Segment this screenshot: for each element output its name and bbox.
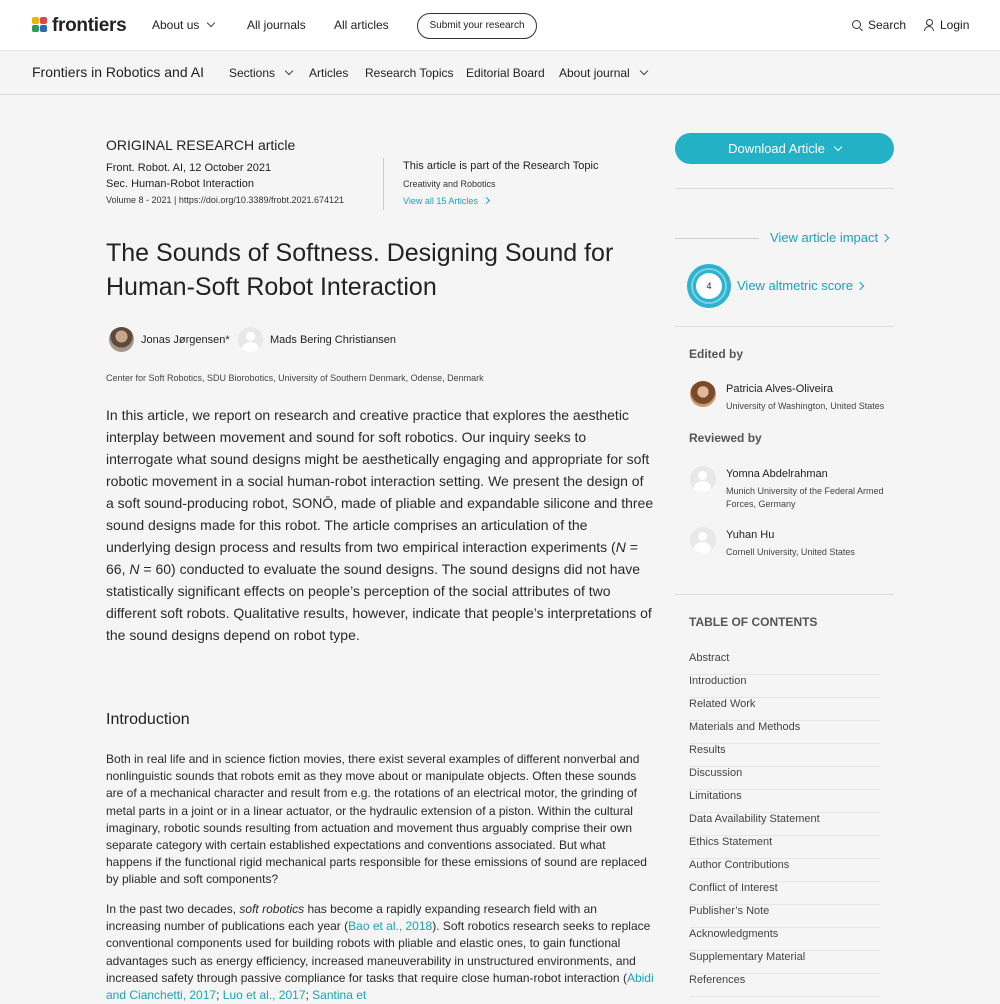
toc-item-conflict[interactable]: Conflict of Interest	[689, 882, 880, 905]
view-all-articles-link[interactable]	[403, 196, 489, 206]
citation-link[interactable]: Abidi and Cianchetti, 2017	[106, 970, 654, 1003]
chevron-right-icon	[856, 282, 864, 290]
search-label: Search	[868, 18, 907, 32]
search-icon	[852, 20, 861, 29]
frontiers-logo[interactable]	[32, 15, 126, 37]
submit-research-button[interactable]: Submit your research	[417, 13, 537, 39]
chevron-right-icon	[881, 234, 889, 242]
chevron-down-icon	[639, 67, 647, 75]
affiliation: Center for Soft Robotics, SDU Biorobotics, University of Southern Denmark, Odense, Denmark	[106, 373, 484, 383]
person-name: Yuhan Hu	[726, 529, 775, 541]
avatar	[238, 327, 263, 352]
article-volume-doi[interactable]: Volume 8 - 2021 | https://doi.org/10.3389/frobt.2021.674121	[106, 195, 345, 205]
research-topic-name[interactable]: Creativity and Robotics	[403, 179, 496, 189]
editor[interactable]	[690, 381, 901, 413]
person-affiliation: Cornell University, United States	[726, 547, 855, 557]
citation-link[interactable]: Santina et	[312, 988, 367, 1003]
toc-item-data-availability[interactable]: Data Availability Statement	[689, 813, 880, 836]
divider	[675, 188, 894, 189]
editorial-board-link[interactable]: Editorial Board	[466, 66, 545, 80]
reviewer-2[interactable]	[690, 527, 886, 559]
user-icon	[924, 19, 934, 30]
view-article-impact-link[interactable]	[770, 230, 888, 245]
about-journal-label: About journal	[559, 66, 630, 80]
article-type: ORIGINAL RESEARCH article	[106, 137, 296, 153]
intro-paragraph-1: Both in real life and in science fiction movies, there exist several examples of different nonverbal and nonlinguistic sounds that robots emit as they move about or manipulate objects. Often these sounds are of a mechanical character and result from e.g. the rotations of an electrical motor, the grinding of metal parts in a joint or in a linear actuator, or the hydraulic extension of a piston. Within the cultural imaginary, robotic sounds resulting from actuation and movement thus arguably comprise their own separate category with certain established expectations and conventions associated. But what happens if the functional rigid mechanical parts responsible for these emissions of sound are replaced by pliable and soft components?	[106, 752, 647, 887]
toc-item-author-contributions[interactable]: Author Contributions	[689, 859, 880, 882]
journal-title[interactable]: Frontiers in Robotics and AI	[32, 64, 204, 80]
person-affiliation: Munich University of the Federal Armed Forces, Germany	[726, 486, 884, 509]
avatar	[690, 466, 716, 492]
toc-item-ethics[interactable]: Ethics Statement	[689, 836, 880, 859]
intro-paragraph-2: In the past two decades, soft robotics has become a rapidly expanding research field with an increasing number of publications each year (Bao et al., 2018). Soft robotics research seeks to replace conventional components used for building robots with pliable and elastic ones, to gain functional advantages such as energy efficiency, increased maneuverability in unstructured environments, and increased safety through passive compliance for tasks that require close human-robot interaction (Abidi and Cianchetti, 2017; Luo et al., 2017; Santina et	[106, 902, 654, 1003]
sections-menu[interactable]	[229, 66, 292, 80]
download-label: Download Article	[728, 141, 825, 156]
avatar	[690, 381, 716, 407]
divider	[675, 594, 894, 595]
chevron-right-icon	[483, 197, 490, 204]
toc-item-materials-methods[interactable]: Materials and Methods	[689, 721, 880, 744]
chevron-down-icon	[207, 19, 215, 27]
person-affiliation: University of Washington, United States	[726, 401, 885, 411]
citation-link[interactable]: Bao et al., 2018	[348, 919, 433, 934]
research-topic-heading: This article is part of the Research Topic	[403, 160, 599, 172]
toc-item-discussion[interactable]: Discussion	[689, 767, 880, 790]
toc-item-acknowledgments[interactable]: Acknowledgments	[689, 928, 880, 951]
author-name: Mads Bering Christiansen	[270, 333, 396, 346]
person-name: Yomna Abdelrahman	[726, 468, 828, 480]
top-navigation	[0, 0, 1000, 51]
logo-text: frontiers	[52, 15, 127, 36]
author-name: Jonas Jørgensen*	[141, 333, 230, 346]
altmetric-label: View altmetric score	[737, 278, 854, 293]
toc-item-limitations[interactable]: Limitations	[689, 790, 880, 813]
impact-label: View article impact	[770, 230, 879, 245]
view-all-label: View all 15 Articles	[403, 196, 478, 206]
about-journal-menu[interactable]	[559, 66, 647, 80]
frontiers-logo-icon	[32, 17, 48, 35]
login-label: Login	[940, 18, 970, 32]
download-article-button[interactable]	[675, 133, 894, 164]
author-2[interactable]	[238, 327, 396, 352]
view-altmetric-link[interactable]	[737, 278, 863, 293]
about-us-menu[interactable]	[152, 18, 214, 32]
article-section: Sec. Human-Robot Interaction	[106, 178, 254, 190]
author-1[interactable]	[109, 327, 230, 352]
altmetric-badge[interactable]	[687, 264, 731, 308]
toc-item-results[interactable]: Results	[689, 744, 880, 767]
toc-item-supplementary[interactable]: Supplementary Material	[689, 951, 880, 974]
toc-item-publishers-note[interactable]: Publisher’s Note	[689, 905, 880, 928]
toc-item-related-work[interactable]: Related Work	[689, 698, 880, 721]
reviewed-by-heading: Reviewed by	[689, 431, 762, 445]
article-citation: Front. Robot. AI, 12 October 2021	[106, 162, 272, 174]
divider	[675, 238, 759, 239]
avatar	[109, 327, 134, 352]
toc-item-abstract[interactable]: Abstract	[689, 652, 880, 675]
citation-link[interactable]: Luo et al., 2017	[222, 988, 306, 1003]
avatar	[690, 527, 716, 553]
reviewer-1[interactable]	[690, 466, 886, 511]
search-button[interactable]	[852, 18, 906, 32]
login-button[interactable]	[924, 18, 969, 32]
toc-heading: TABLE OF CONTENTS	[689, 615, 818, 629]
altmetric-score: 4	[696, 273, 722, 299]
toc-item-introduction[interactable]: Introduction	[689, 675, 880, 698]
articles-link[interactable]: Articles	[309, 66, 349, 80]
chevron-down-icon	[285, 67, 293, 75]
section-heading-introduction: Introduction	[106, 711, 190, 728]
article-title: The Sounds of Softness. Designing Sound for Human-Soft Robot Interaction	[106, 239, 614, 301]
journal-navigation	[0, 51, 1000, 95]
person-name: Patricia Alves-Oliveira	[726, 383, 833, 395]
chevron-down-icon	[834, 143, 842, 151]
about-us-label: About us	[152, 18, 200, 32]
divider	[383, 158, 384, 210]
sections-label: Sections	[229, 66, 276, 80]
all-journals-link[interactable]: All journals	[247, 18, 306, 32]
toc-item-references[interactable]: References	[689, 974, 880, 997]
edited-by-heading: Edited by	[689, 347, 744, 361]
research-topics-link[interactable]: Research Topics	[365, 66, 454, 80]
abstract-text: In this article, we report on research and creative practice that explores the aesthetic interplay between movement and sound for soft robotics. Our inquiry seeks to interrogate what sound designs might be aesthetically engaging and appropriate for soft robotic movement in a social human-robot interaction setting. We present the design of a soft sound-producing robot, SONŌ, made of pliable and expandable silicone and three sound designs made for this robot. The article comprises an articulation of the underlying design process and results from two empirical interaction experiments (N = 66, N = 60) conducted to evaluate the sound designs. The sound designs did not have statistically significant effects on people’s perception of the social attributes of two different soft robots. Qualitative results, however, indicate that people’s interpretations of the sound designs depend on robot type.	[106, 407, 654, 643]
all-articles-link[interactable]: All articles	[334, 18, 389, 32]
divider	[675, 326, 894, 327]
